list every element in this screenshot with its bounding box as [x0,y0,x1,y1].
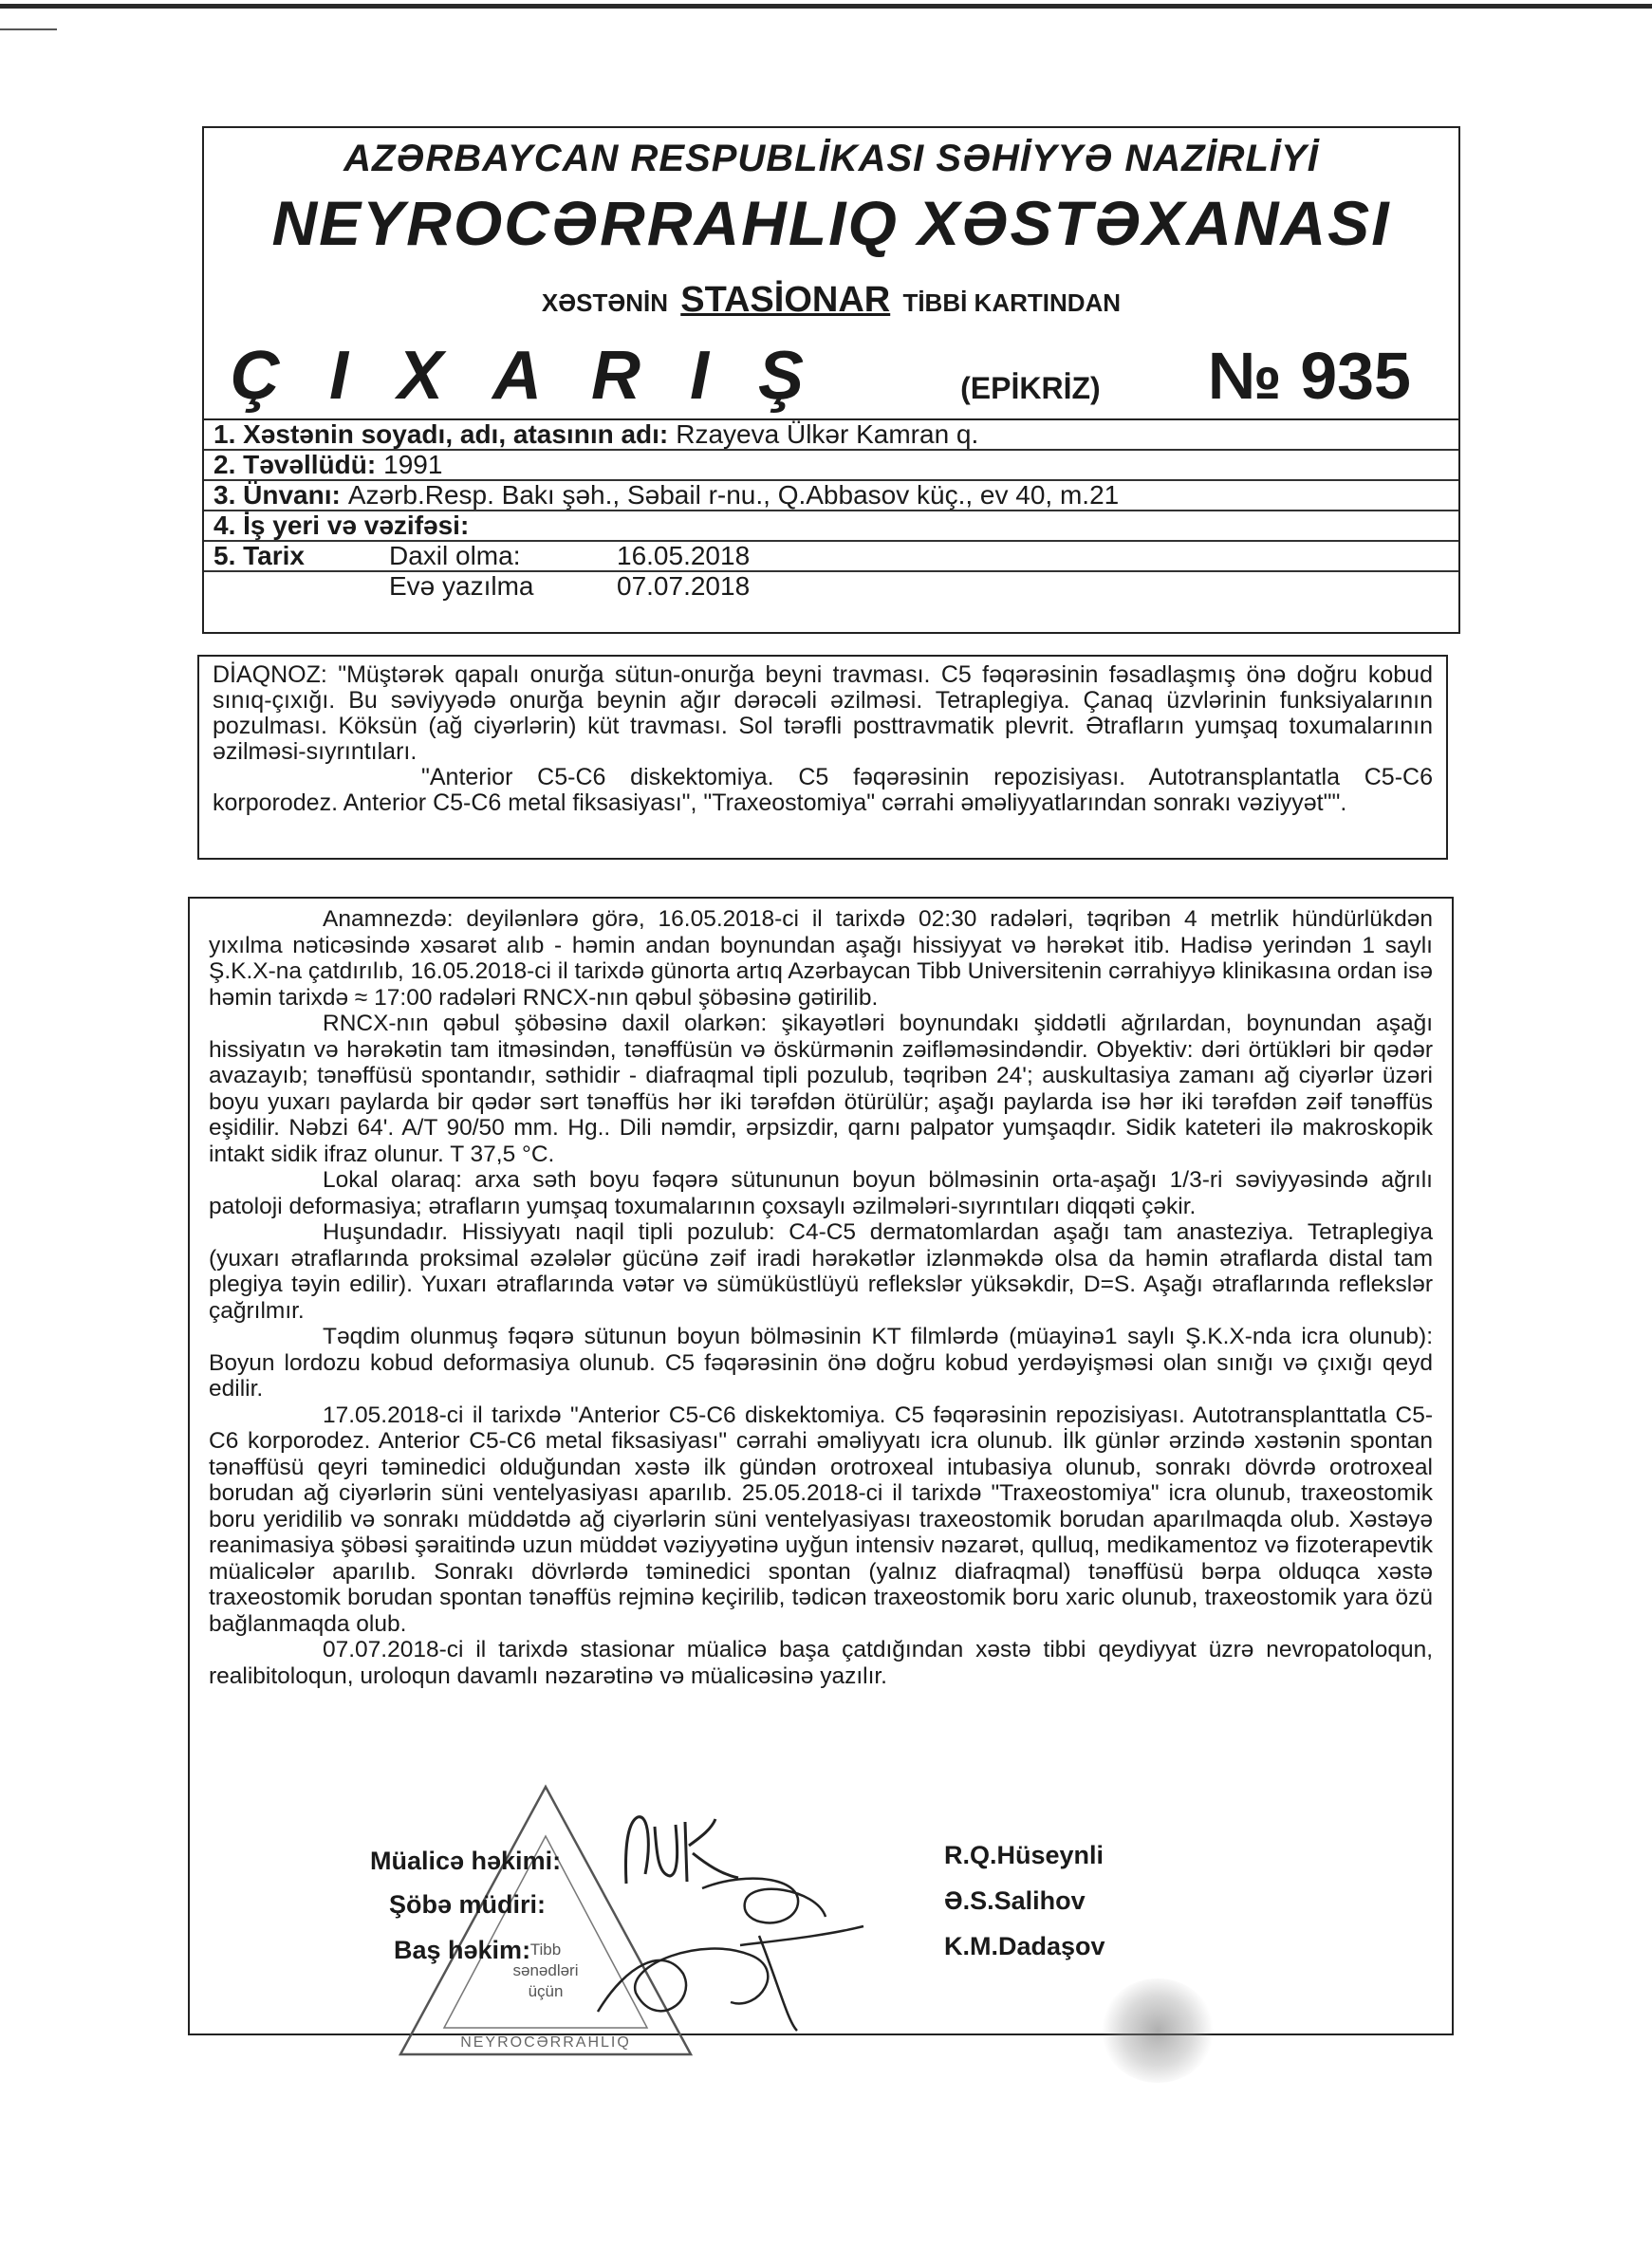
chief-label: Baş həkim: [394,1936,531,1964]
address-row [204,481,1458,511]
anamnesis-paragraph: Anamnezdə: deyilənlərə görə, 16.05.2018-ci il tarixdə 02:30 radələri, təqribən 4 metrlik hündürlükdən yıxılma nəticəsində xəsarət alıb - həmin andan boynundan aşağı hissiyyat və hərəkət itib. Hadisə yerindən 1 saylı Ş.K.X-na çatdırılıb, 16.05.2018-ci il tarixdə günorta artıq Azərbaycan Tibb Universitenin cərrahiyyə klinikasına ordan isə həmin tarixdə ≈ 17:00 radələri RNCX-nın qəbul şöbəsinə gətirilib. [209,906,1433,1011]
top-border-line [0,4,1652,9]
birth-value: 1991 [383,450,443,479]
card-suffix: TİBBİ KARTINDAN [902,288,1122,317]
address-label: 3. Ünvanı: [213,480,341,510]
card-main: STASİONAR [680,280,891,320]
ct-paragraph: Təqdim olunmuş fəqərə sütunun boyun bölməsinin KT filmlərdə (müayinə1 saylı Ş.K.X-nda icra olunub): Boyun lordozu kobud deformasiya olunub. C5 fəqərəsinin önə doğru kobud yerdəyişməsi olan sınığı və çıxığı qeyd edilir. [209,1324,1433,1402]
neuro-status-paragraph: Huşundadır. Hissiyyatı naqil tipli pozulub: C4-C5 dermatomlardan aşağı tam anasteziya. Tetraplegiya (yuxarı ətraflarında proksimal əzələlər gücünə zəif iradi hərəkətlər izlənməkdə olsa da həmin ətraflarda distal tam plegiya təyin edilir). Yuxarı ətraflarında vətər və sümüküstlüyü reflekslər yüksəkdir, D=S. Aşağı ətraflarında reflekslər çağrılmır. [209,1219,1433,1324]
discharge-label: Evə yazılma [389,571,534,601]
stamp-line2: sənədləri [512,1961,579,1979]
treatment-paragraph: 17.05.2018-ci il tarixdə "Anterior C5-C6 diskektomiya. C5 fəqərəsinin repozisiyası. Autotransplanttatla C5-C6 korporodez. Anterior C5-C6 metal fiksasiyası" cərrahi əməliyyatı icra olunub. İlk günlər ərzində xəstənin spontan tənəffüsü qeyri təminedici olduğundan xəstə ilk gündən orotroxeal intubasiya olunub, sonrakı dövrdə orotroxeal borudan ağ ciyərlərin süni ventelyasiyası aparılıb. 25.05.2018-ci il tarixdə "Traxeostomiya" icra olunub, traxeostomik boru yeridilib və sonrakı müddətdə ağ ciyərlərin süni ventelyasiyası traxeostomik borudan aparılmaqda olub. Xəstəyə reanimasiya şöbəsi şəraitində uzun müddət vəziyyətinə uyğun intensiv nəzarət, qulluq, medikamentoz və fizoterapevtik müalicələr aparılıb. Sonrakı dövrlərdə təminedici spontan (yalnız diafraqmal) tənəffüsü bərpa olduqca xəstə traxeostomik borudan spontan tənəffüs rejminə keçirilib, tədicən traxeostomik boru xaric olunub, traxeostomik yara özü bağlanmaqda olub. [209,1402,1433,1637]
doctor-label: Müalicə həkimi: [370,1847,562,1875]
document-header [202,126,1460,420]
stamp-line1: Tibb [529,1941,562,1959]
discharge-row [204,572,1458,601]
birth-row [204,451,1458,481]
work-row [204,511,1458,542]
head-name: Ə.S.Salihov [944,1886,1086,1915]
admit-label: Daxil olma: [389,541,521,570]
name-row [204,420,1458,451]
discharge-paragraph: 07.07.2018-ci il tarixdə stasionar müalicə başa çatdığından xəstə tibbi qeydiyyat üzrə nevropatoloqun, realibitoloqun, uroloqun davamlı nəzarətinə və müalicəsinə yazılır. [209,1637,1433,1689]
card-prefix: XƏSTƏNİN [541,288,668,317]
ministry-title: AZƏRBAYCAN RESPUBLİKASI SƏHİYYƏ NAZİRLİYİ [343,138,1319,179]
address-value: Azərb.Resp. Bakı şəh., Səbail r-nu., Q.Abbasov küç., ev 40, m.21 [347,480,1120,510]
document-number: № 935 [1207,339,1411,413]
extract-word: ÇIXARIŞ [231,338,854,414]
birth-label: 2. Təvəllüdü: [213,450,377,479]
name-label: 1. Xəstənin soyadı, adı, atasının adı: [213,419,669,449]
diagnosis-box [197,655,1448,860]
admission-paragraph: RNCX-nın qəbul şöbəsinə daxil olarkən: şikayətləri boynundakı şiddətli ağrılardan, boynundan aşağı hissiyatın və hərəkətin tam itməsindən, tənəffüsün və öskürmənin zəifləməsindəndir. Obyektiv: dəri örtükləri bir qədər avazayıb; tənəffüsü spontandır, səthidir - diafraqmal tipli pozulub, təqribən 24'; auskultasiya zamanı ağ ciyərlər üzəri boyu yuxarı paylarda bir qədər sərt tənəffüs hər iki tərəfdən ötürülür; aşağı paylarda isə hər iki tərəfdən zəif tənəffüs eşidilir. Nəbzi 64'. A/T 90/50 mm. Hg.. Dili nəmdir, ərpsizdir, qarnı palpator yumşaqdır. Sidik kateteri ilə makroskopik intakt sidik ifraz olunur. T 37,5 °C. [209,1011,1433,1167]
diagnosis-operations: "Anterior C5-C6 diskektomiya. C5 fəqərəsinin repozisiyası. Autotransplantatla C5-C6 korporodez. Anterior C5-C6 metal fiksasiyası", "Traxeostomiya" cərrahi əməliyyatlarından sonrakı vəziyyət"". [213,764,1433,816]
chief-name: K.M.Dadaşov [944,1932,1105,1960]
top-left-mark [0,28,57,30]
doctor-name: R.Q.Hüseynli [944,1841,1104,1869]
ink-smudge [1101,1978,1215,2083]
stamp-bottom: NEYROCƏRRAHLIQ [460,2034,631,2051]
admit-value: 16.05.2018 [617,541,751,570]
discharge-value: 07.07.2018 [617,571,751,601]
name-value: Rzayeva Ülkər Kamran q. [676,419,979,449]
head-label: Şöbə müdiri: [389,1890,547,1919]
extract-subtitle: (EPİKRİZ) [960,371,1101,405]
chief-signature-icon [560,1850,882,2040]
diagnosis-text: DİAQNOZ: "Müştərək qapalı onurğa sütun-onurğa beyni travması. C5 fəqərəsinin fəsadlaşmış önə doğru kobud sınıq-çıxığı. Bu səviyyədə onurğa beynin ağır dərəcəli əzilməsi. Tetraplegiya. Çanaq üzvlərinin funksiyalarının pozulması. Köksün (ağ ciyərlərin) küt travması. Sol tərəfli posttravmatik plevrit. Ətrafların yumşaq toxumalarının əzilməsi-sıyrıntıları. [213,661,1433,765]
work-label: 4. İş yeri və vəzifəsi: [213,511,470,540]
card-subtitle [204,280,1458,321]
extract-line [231,337,1411,413]
patient-info-table [202,420,1460,634]
hospital-title: NEYROCƏRRAHLIQ XƏSTƏXANASI [271,188,1391,258]
local-status-paragraph: Lokal olaraq: arxa səth boyu fəqərə sütununun boyun bölməsinin orta-aşağı 1/3-ri səviyyəsində ağrılı patoloji deformasiya; ətrafların yumşaq toxumalarının çoxsaylı əzilmələri-sıyrıntıları diqqəti çəkir. [209,1167,1433,1219]
admit-row [204,542,1458,572]
date-label: 5. Tarix [213,541,305,570]
stamp-line3: üçün [528,1982,564,2000]
